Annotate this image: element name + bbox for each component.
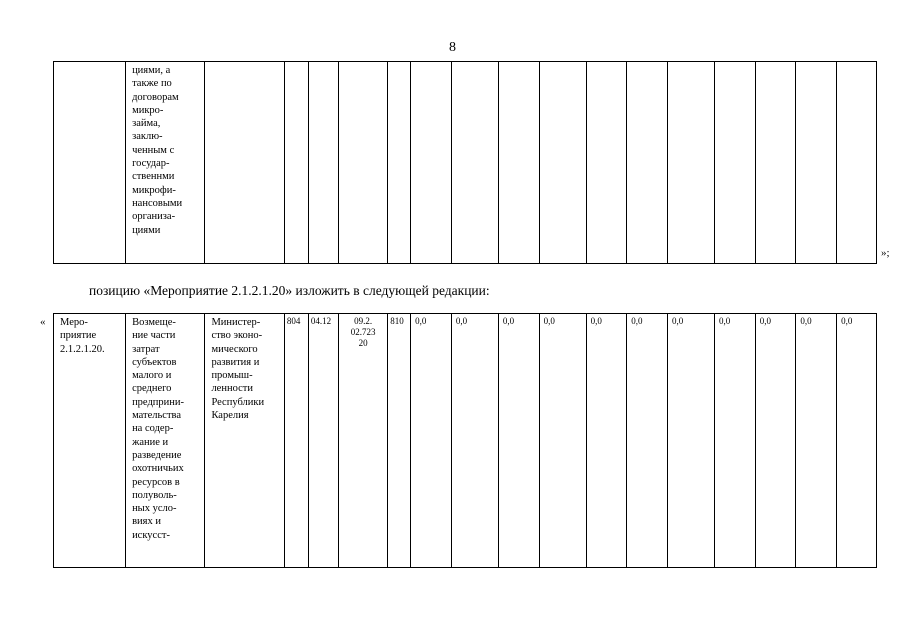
table-cell xyxy=(284,62,308,264)
value-cell: 0,0 xyxy=(455,316,468,326)
code-grbs: 804 xyxy=(286,316,301,326)
table-cell xyxy=(755,314,796,568)
table-cell xyxy=(339,314,388,568)
continuation-table xyxy=(53,61,877,264)
table-cell xyxy=(498,314,539,568)
code-vr: 810 xyxy=(390,316,404,326)
table-cell xyxy=(755,62,796,264)
value-cell: 0,0 xyxy=(759,316,771,326)
table-cell xyxy=(627,62,668,264)
table-cell xyxy=(411,314,452,568)
table-cell xyxy=(498,62,539,264)
table-cell xyxy=(539,314,586,568)
measure-name: Меро- приятие 2.1.2.1.20. xyxy=(60,317,105,355)
closing-quote: »; xyxy=(881,247,890,259)
table-cell xyxy=(339,62,388,264)
page-number: 8 xyxy=(449,40,456,55)
value-cell: 0,0 xyxy=(800,316,812,326)
table-cell xyxy=(284,314,308,568)
instruction-text: позицию «Мероприятие 2.1.2.1.20» изложить в следующей редакции: xyxy=(89,283,490,298)
code-rzpr: 04.12 xyxy=(310,316,332,326)
table-cell xyxy=(308,314,338,568)
table-cell xyxy=(539,62,586,264)
value-cell: 0,0 xyxy=(590,316,602,326)
table-cell xyxy=(411,62,452,264)
value-cell: 0,0 xyxy=(502,316,515,326)
code-csr: 09.2. 02.723 20 xyxy=(350,316,376,348)
value-cell: 0,0 xyxy=(841,316,853,326)
table-cell xyxy=(205,314,284,568)
table-cell xyxy=(796,314,837,568)
measure-description: Возмеще- ние части затрат субъектов малого и среднего предприни- мательства на содер- жание и разведение охотничьих ресурсов в полуволь- ных усло- виях и искусст- xyxy=(132,317,185,541)
measure-executor: Министер- ство эконо- мического развития и промыш- ленности Республики Карелия xyxy=(211,317,265,422)
measure-table xyxy=(53,313,877,568)
table-row xyxy=(54,62,877,264)
value-cell: 0,0 xyxy=(672,316,684,326)
description-text: циями, а также по договорам микро- займа, заклю- ченным с государ- ственнми микрофи- нансовыми организа- циями xyxy=(132,65,183,236)
table-cell xyxy=(54,314,126,568)
table-cell xyxy=(388,314,411,568)
table-cell xyxy=(796,62,837,264)
table-cell xyxy=(126,314,205,568)
table-cell xyxy=(451,62,498,264)
table-cell xyxy=(714,314,755,568)
table-cell xyxy=(126,62,205,264)
table-cell xyxy=(837,314,877,568)
table-cell xyxy=(586,314,627,568)
table-cell xyxy=(627,314,668,568)
table-cell xyxy=(668,314,715,568)
table-cell xyxy=(668,62,715,264)
table-cell xyxy=(54,62,126,264)
value-cell: 0,0 xyxy=(543,316,555,326)
table-cell xyxy=(388,62,411,264)
table-cell xyxy=(205,62,284,264)
value-cell: 0,0 xyxy=(631,316,643,326)
opening-quote: « xyxy=(40,316,46,328)
table-row xyxy=(54,314,877,568)
table-cell xyxy=(837,62,877,264)
value-cell: 0,0 xyxy=(718,316,731,326)
table-cell xyxy=(714,62,755,264)
value-cell: 0,0 xyxy=(415,316,427,326)
table-cell xyxy=(451,314,498,568)
table-cell xyxy=(586,62,627,264)
table-cell xyxy=(308,62,338,264)
